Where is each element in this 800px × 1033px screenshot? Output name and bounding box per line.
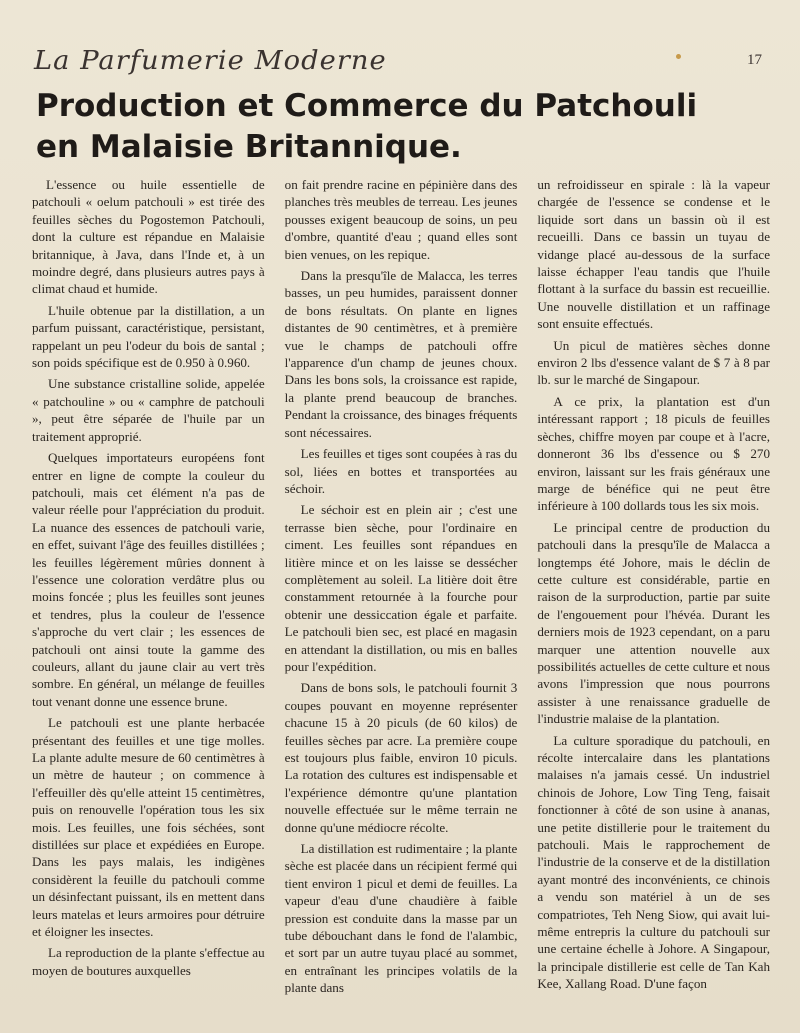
paragraph: Le patchouli est une plante herbacée présentant des feuilles et une tige molles. La plante adulte mesure de 60 centimètres à un mètre de hauteur ; on commence à l'effeuiller dès qu'elle atteint 15 centimètres, puis on renouvelle l'opération tous les six mois. Les feuilles, une fois séchées, sont distillées sur place et expédiées en Europe. Dans les pays malais, les indigènes considèrent la feuille du patchouli comme un désinfectant puissant, ils en mettent dans leurs matelas et leurs armoires pour détruire et éloigner les insectes. [32, 715, 265, 940]
column-2 [284, 176, 518, 996]
page-number: 17 [747, 52, 762, 68]
paragraph: Une substance cristalline solide, appelée « patchouline » ou « camphre de patchouli », peut être séparée de l'huile par un traitement approprié. [32, 376, 265, 444]
paragraph: L'huile obtenue par la distillation, a un parfum puissant, caractéristique, persistant, rappelant un peu l'odeur du bois de santal ; son poids spécifique est de 0.950 à 0.960. [32, 302, 265, 371]
paragraph: L'essence ou huile essentielle de patchouli « oelum patchouli » est tirée des feuilles sèches du Pogostemon Patchouli, dont la culture est répandue en Malaisie britannique, à Java, dans l'Inde et, à un moindre degré, dans plusieurs autres pays à climat chaud et humide. [32, 177, 265, 297]
paragraph: Les feuilles et tiges sont coupées à ras du sol, liées en bottes et transportées au séchoir. [284, 446, 518, 496]
paragraph: La culture sporadique du patchouli, en récolte intercalaire dans les plantations malaises n'a jamais cessé. Un industriel chinois de Johore, Low Ting Teng, faisait fonctionner à côté de son usine à ananas, une petite distillerie pour le traitement du patchouli. Mais le rapprochement de l'industrie de la conserve et de la distillation ayant montré des inconvénients, ce chinois a vendu son matériel à un de ses compatriotes, Teh Neng Siow, qui avait lui-même entrepris la culture du patchouli sur une certaine échelle à Johore. A Singapour, la principale distillerie est celle de Tan Kah Kee, Xallang Road. D'une façon [537, 732, 771, 992]
article-title [36, 86, 756, 168]
paragraph: Dans la presqu'île de Malacca, les terres basses, un peu humides, paraissent donner de bons résultats. On plante en lignes distantes de 90 centimètres, et à première vue le champs de patchouli offre l'apparence d'un champ de jeunes choux. Dans les bons sols, la croissance est rapide, la plante prend beaucoup de branches. Pendant la croissance, des binages fréquents sont nécessaires. [284, 268, 518, 440]
article-body [32, 176, 771, 996]
paragraph: Quelques importateurs européens font entrer en ligne de compte la couleur du patchouli, mais cet élément n'a pas de valeur réelle pour l'appréciation du produit. La nuance des essences de patchouli varie, en effet, suivant l'âge des feuilles distillées ; les feuilles légèrement mûries donnent à l'essence une coloration verdâtre plus ou moins foncée ; plus les feuilles sont jeunes et tendres, plus la couleur de l'essence s'approche du vert clair ; les essences de patchouli ont ainsi toute la gamme des couleurs, allant du jaune clair au vert très sombre. En général, un mélange de feuilles tout venant donne une essence brune. [32, 450, 265, 709]
page-header [34, 46, 764, 76]
column-1 [32, 176, 265, 976]
paragraph: La reproduction de la plante s'effectue au moyen de boutures auxquelles [32, 945, 265, 978]
paragraph: La distillation est rudimentaire ; la plante sèche est placée dans un récipient fermé qui tient environ 1 picul et demi de feuilles. La vapeur d'eau d'une chaudière à faible pression est conduite dans la masse par un tube débouchant dans le fond de l'alambic, et sort par un autre tuyau placé au sommet, en entraînant les principes volatils de la plante dans [284, 841, 518, 996]
paragraph: A ce prix, la plantation est d'un intéressant rapport ; 18 piculs de feuilles sèches, chiffre moyen par coupe et à l'acre, donneront 36 lbs d'essence ou $ 270 environ, laissant sur les frais généraux une marge de bénéfice qui ne peut être inférieure à 100 dollards tous les six mois. [537, 393, 771, 514]
paragraph: on fait prendre racine en pépinière dans des planches très meubles de terreau. Les jeunes pousses exigent beaucoup de soins, un peu d'ombre, quantité d'eau ; quand elles sont bien venues, on les repique. [284, 177, 518, 262]
title-line-1: Production et Commerce du Patchouli [36, 88, 698, 124]
journal-title: La Parfumerie Moderne [34, 46, 387, 76]
paragraph: Le séchoir est en plein air ; c'est une terrasse bien sèche, pour l'ordinaire en ciment. Les feuilles sont répandues en litière mince et on les laisse se dessécher complètement au soleil. La litière doit être constamment retournée à la fourche pour obtenir une dessiccation égale et parfaite. Le patchouli bien sec, est placé en magasin en attendant la distillation, ou mis en balles pour l'expédition. [284, 502, 518, 674]
ink-spot [676, 54, 681, 59]
column-3 [537, 176, 771, 992]
paragraph: Dans de bons sols, le patchouli fournit 3 coupes pouvant en moyenne représenter chacune 15 à 20 piculs (de 60 kilos) de feuilles sèches par acre. La première coupe est toujours plus faible, environ 10 piculs. La rotation des cultures est indispensable et l'expérience démontre qu'une plantation nouvelle effectuée sur le même terrain ne donne qu'une médiocre récolte. [284, 680, 518, 835]
paragraph: un refroidisseur en spirale : là la vapeur chargée de l'essence se condense et le liquide sort dans un bassin où il est recueilli. Dans ce bassin un tuyau de vidange placé au-dessous de la surface laisse échapper l'eau tandis que l'huile flottant à la surface du bassin est recueillie. Une nouvelle distillation et un raffinage sont ensuite effectués. [537, 177, 771, 332]
paragraph: Un picul de matières sèches donne environ 2 lbs d'essence valant de $ 7 à 8 par lb. sur le marché de Singapour. [537, 337, 771, 388]
paragraph: Le principal centre de production du patchouli dans la presqu'île de Malacca a longtemps été Johore, mais le déclin de cette culture est considérable, partie en raison de la surproduction, partie par suite de l'engouement pour l'hévéa. Durant les derniers mois de 1923 cependant, on a paru marquer une attention nouvelle aux possibilités actuelles de cette culture et nous avons l'impression que nous pourrons assister à une renaissance graduelle de l'industrie malaise de la plantation. [537, 519, 771, 727]
title-line-2: en Malaisie Britannique. [36, 129, 462, 165]
